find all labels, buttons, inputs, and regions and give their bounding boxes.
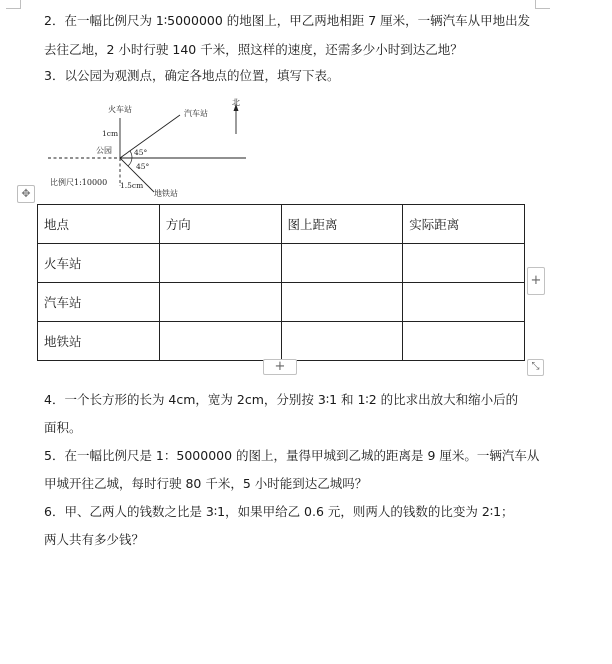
q6-line2: 两人共有多少钱？	[44, 532, 145, 547]
q4-line1: 4．一个长方形的长为 4cm，宽为 2cm，分别按 3∶1 和 1∶2 的比求出放大和缩小后的	[44, 392, 519, 407]
page-corner-mark-right	[535, 0, 550, 9]
table-row	[38, 322, 525, 361]
table-header-cell[interactable]: 实际距离	[403, 205, 525, 244]
table-cell[interactable]	[403, 322, 525, 361]
label-north: 北	[232, 98, 240, 107]
q6-line1: 6．甲、乙两人的钱数之比是 3∶1，如果甲给乙 0.6 元，则两人的钱数的比变为 2∶1；	[44, 504, 514, 519]
table-header-cell[interactable]: 方向	[159, 205, 281, 244]
label-angle-1: 45°	[134, 148, 148, 157]
label-bus-station: 汽车站	[184, 109, 208, 118]
q5-line1: 5．在一幅比例尺是 1：5000000 的图上，量得甲城到乙城的距离是 9 厘米。一辆汽车从	[44, 448, 540, 463]
q2-line1: 2．在一幅比例尺为 1∶5000000 的地图上，甲乙两地相距 7 厘米，一辆汽车从甲地出发	[44, 13, 531, 28]
table-cell[interactable]	[281, 244, 403, 283]
table-cell[interactable]: 汽车站	[38, 283, 160, 322]
q5-line2: 甲城开往乙城，每时行驶 80 千米，5 小时能到达乙城吗？	[44, 476, 368, 491]
label-scale: 比例尺1:10000	[50, 178, 108, 187]
label-angle-2: 45°	[136, 162, 150, 171]
table-header-cell[interactable]: 图上距离	[281, 205, 403, 244]
position-diagram	[44, 96, 254, 200]
table-cell[interactable]: 地铁站	[38, 322, 160, 361]
label-train-station: 火车站	[108, 105, 132, 114]
add-row-button[interactable]: +	[263, 359, 297, 375]
table-cell[interactable]	[159, 322, 281, 361]
label-park: 公园	[96, 146, 112, 155]
add-column-button[interactable]: +	[527, 267, 545, 295]
table-header-cell[interactable]: 地点	[38, 205, 160, 244]
table-resize-handle[interactable]: ⤡	[527, 359, 544, 376]
table-cell[interactable]	[159, 283, 281, 322]
table-cell[interactable]	[281, 283, 403, 322]
table-row	[38, 283, 525, 322]
table-cell[interactable]	[281, 322, 403, 361]
location-table[interactable]	[37, 204, 525, 361]
table-move-handle[interactable]: ✥	[17, 185, 35, 203]
q3-intro: 3．以公园为观测点，确定各地点的位置，填写下表。	[44, 68, 340, 83]
q4-line2: 面积。	[44, 420, 82, 435]
table-cell[interactable]	[403, 283, 525, 322]
table-cell[interactable]	[159, 244, 281, 283]
page-corner-mark-left	[6, 0, 21, 9]
table-header-row	[38, 205, 525, 244]
table-cell[interactable]	[403, 244, 525, 283]
label-1-5cm: 1.5cm	[120, 181, 144, 190]
label-1cm: 1cm	[102, 129, 119, 138]
label-metro: 地铁站	[154, 189, 178, 198]
table-row	[38, 244, 525, 283]
q2-line2: 去往乙地，2 小时行驶 140 千米，照这样的速度，还需多少小时到达乙地？	[44, 42, 463, 57]
table-cell[interactable]: 火车站	[38, 244, 160, 283]
